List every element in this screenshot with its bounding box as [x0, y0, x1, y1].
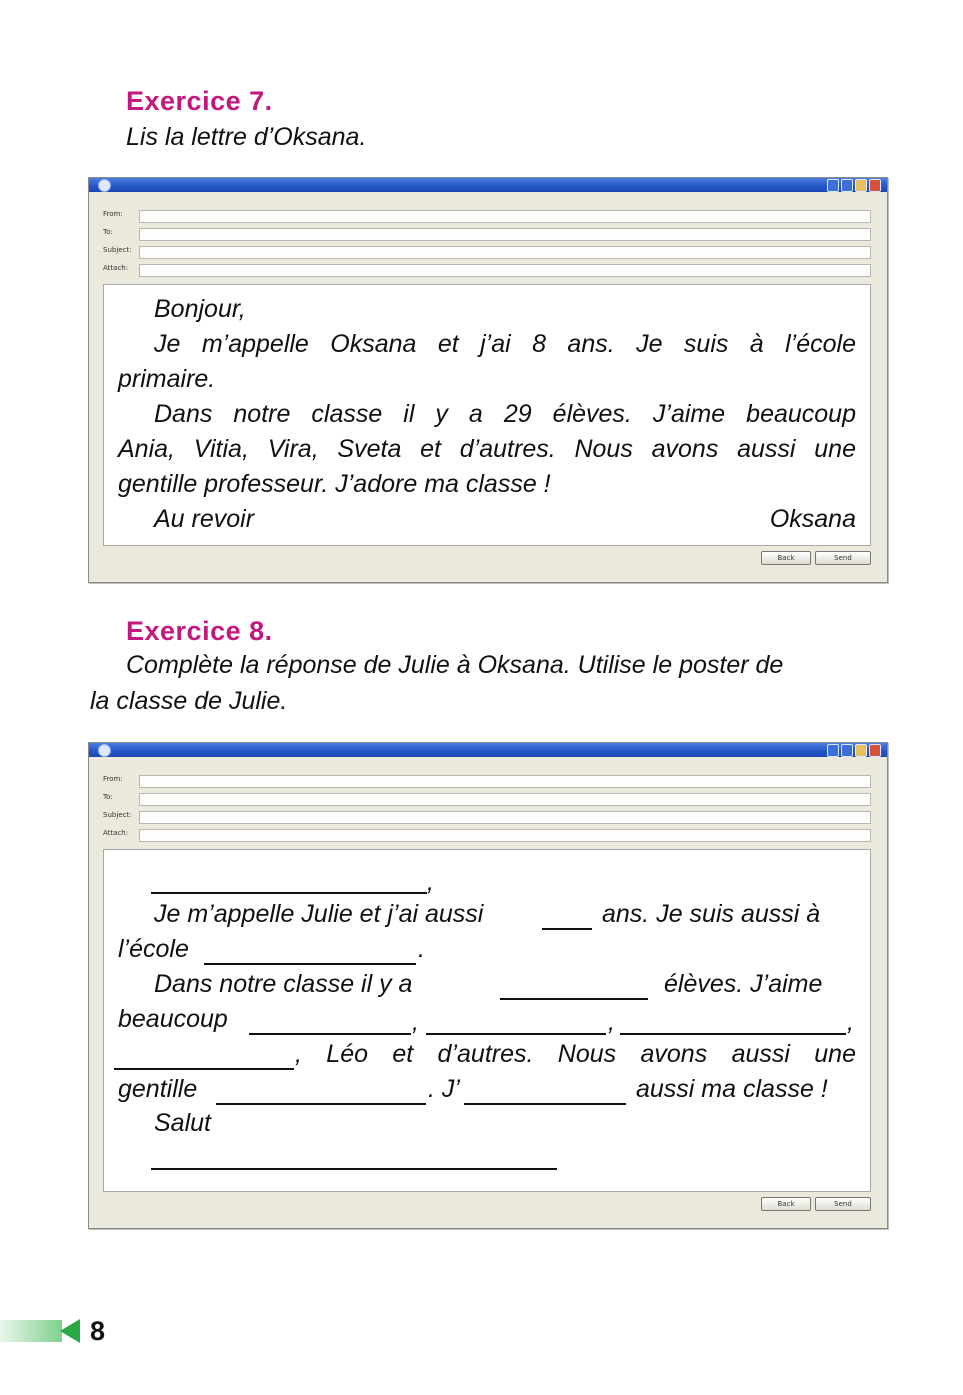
- subject-label: Subject:: [103, 811, 132, 819]
- app-icon: [98, 179, 111, 192]
- letter-line: élèves. J’aime: [664, 970, 823, 998]
- close-icon[interactable]: [869, 744, 881, 757]
- age-blank[interactable]: [542, 928, 592, 930]
- letter-line: Je m’appelle Oksana et j’ai 8 ans. Je suis à l’école: [154, 330, 856, 358]
- window-titlebar: [89, 743, 887, 757]
- subject-field[interactable]: [139, 246, 871, 259]
- letter-closing: Au revoir: [154, 505, 255, 533]
- help-icon[interactable]: [855, 179, 867, 192]
- minimize-icon[interactable]: [827, 179, 839, 192]
- back-button[interactable]: Back: [761, 1197, 811, 1211]
- message-body[interactable]: [103, 849, 871, 1192]
- from-field[interactable]: [139, 775, 871, 788]
- verb-blank[interactable]: [464, 1103, 626, 1105]
- letter-line: Je m’appelle Julie et j’ai aussi: [154, 900, 484, 928]
- name-blank[interactable]: [249, 1033, 411, 1035]
- page-marker-arrow-icon: [60, 1319, 80, 1343]
- attach-field[interactable]: [139, 829, 871, 842]
- students-count-blank[interactable]: [500, 998, 648, 1000]
- letter-signature: Oksana: [769, 505, 856, 533]
- name-blank[interactable]: [620, 1033, 846, 1035]
- app-icon: [98, 744, 111, 757]
- comma: ,: [412, 1008, 419, 1036]
- page-number: 8: [90, 1316, 106, 1346]
- letter-line: , Léo et d’autres. Nous avons aussi une: [295, 1040, 856, 1068]
- minimize-icon[interactable]: [827, 744, 839, 757]
- period: .: [418, 935, 425, 963]
- letter-greeting: Bonjour,: [154, 295, 246, 323]
- subject-label: Subject:: [103, 246, 132, 254]
- comma: ,: [427, 868, 434, 896]
- exercise-7-title: Exercice 7.: [126, 86, 273, 116]
- message-body[interactable]: [103, 284, 871, 546]
- email-window-julie: [88, 742, 888, 1229]
- from-label: From:: [103, 210, 123, 218]
- from-label: From:: [103, 775, 123, 783]
- back-button[interactable]: Back: [761, 551, 811, 565]
- to-label: To:: [103, 228, 113, 236]
- exercise-8-instruction-line: Complète la réponse de Julie à Oksana. Utilise le poster de: [126, 651, 784, 679]
- letter-line: Dans notre classe il y a 29 élèves. J’aime beaucoup: [154, 400, 856, 428]
- send-button[interactable]: Send: [815, 551, 871, 565]
- maximize-icon[interactable]: [841, 744, 853, 757]
- letter-line: beaucoup: [118, 1005, 228, 1033]
- help-icon[interactable]: [855, 744, 867, 757]
- from-field[interactable]: [139, 210, 871, 223]
- letter-line: gentille: [118, 1075, 198, 1103]
- attach-label: Attach:: [103, 829, 129, 837]
- attach-field[interactable]: [139, 264, 871, 277]
- letter-line: ans. Je suis aussi à: [602, 900, 821, 928]
- letter-line: aussi ma classe !: [636, 1075, 828, 1103]
- exercise-7-instruction: Lis la lettre d’Oksana.: [126, 123, 367, 151]
- comma: ,: [847, 1008, 854, 1036]
- subject-field[interactable]: [139, 811, 871, 824]
- page-marker-bar: [0, 1320, 62, 1342]
- email-window-oksana: [88, 177, 888, 583]
- name-blank[interactable]: [426, 1033, 606, 1035]
- name-blank[interactable]: [114, 1068, 294, 1070]
- exercise-8-title: Exercice 8.: [126, 616, 273, 646]
- school-blank[interactable]: [204, 963, 416, 965]
- letter-line: . J’: [428, 1075, 460, 1103]
- signature-blank[interactable]: [151, 1168, 557, 1170]
- send-button[interactable]: Send: [815, 1197, 871, 1211]
- letter-line: l’école: [118, 935, 189, 963]
- letter-line: primaire.: [118, 365, 216, 393]
- letter-line: Ania, Vitia, Vira, Sveta et d’autres. Nous avons aussi une: [118, 435, 856, 463]
- greeting-blank[interactable]: [151, 892, 427, 894]
- letter-line: Dans notre classe il y a: [154, 970, 413, 998]
- attach-label: Attach:: [103, 264, 129, 272]
- window-titlebar: [89, 178, 887, 192]
- to-field[interactable]: [139, 793, 871, 806]
- teacher-blank[interactable]: [216, 1103, 426, 1105]
- maximize-icon[interactable]: [841, 179, 853, 192]
- to-label: To:: [103, 793, 113, 801]
- comma: ,: [608, 1008, 615, 1036]
- close-icon[interactable]: [869, 179, 881, 192]
- letter-line: gentille professeur. J’adore ma classe !: [118, 470, 551, 498]
- letter-closing: Salut: [154, 1109, 211, 1137]
- to-field[interactable]: [139, 228, 871, 241]
- exercise-8-instruction-line: la classe de Julie.: [90, 687, 288, 715]
